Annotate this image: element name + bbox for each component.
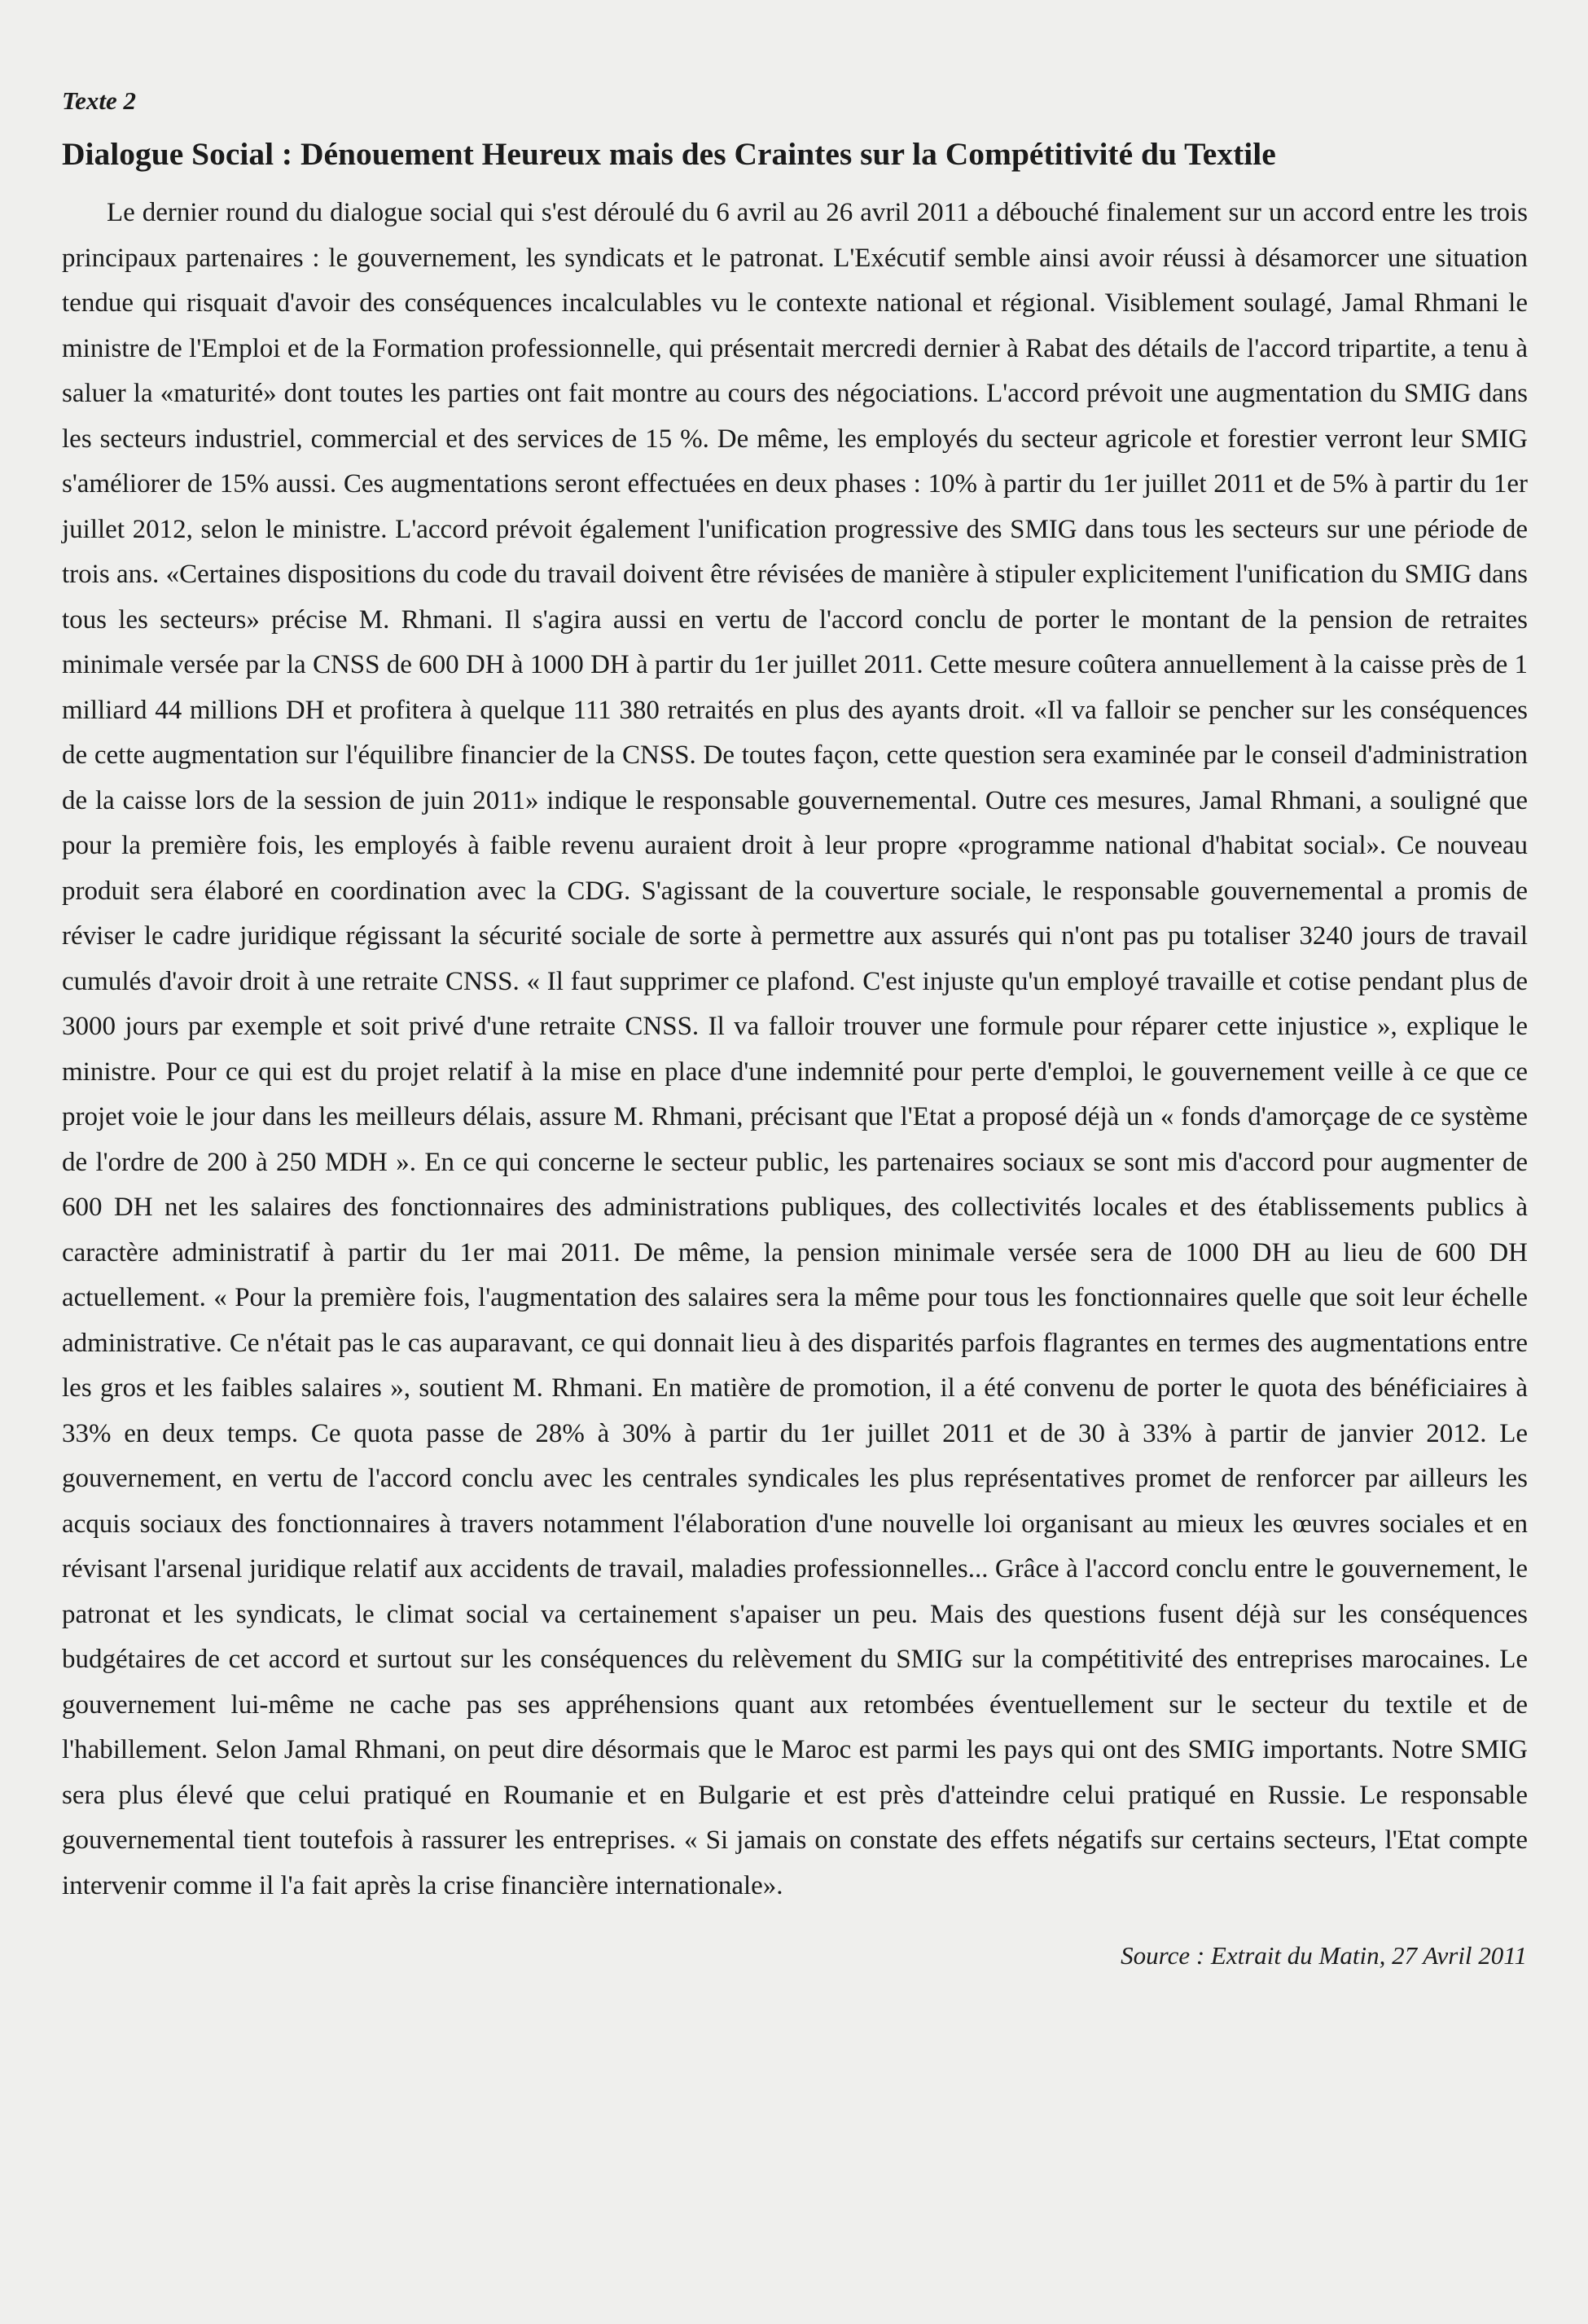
source-citation: Source : Extrait du Matin, 27 Avril 2011 xyxy=(1121,1941,1527,1970)
article-title: Dialogue Social : Dénouement Heureux mais des Craintes sur la Compétitivité du Textile xyxy=(62,136,1276,172)
article-body: Le dernier round du dialogue social qui s'est déroulé du 6 avril au 26 avril 2011 a débouché finalement sur un accord entre les trois principaux partenaires : le gouvernement, les syndicats et le patronat. L'Exécutif semble ainsi avoir réussi à désamorcer une situation tendue qui risquait d'avoir des conséquences incalculables vu le contexte national et régional. Visiblement soulagé, Jamal Rhmani le ministre de l'Emploi et de la Formation professionnelle, qui présentait mercredi dernier à Rabat des détails de l'accord tripartite, a tenu à saluer la «maturité» dont toutes les parties ont fait montre au cours des négociations. L'accord prévoit une augmentation du SMIG dans les secteurs industriel, commercial et des services de 15 %. De même, les employés du secteur agricole et forestier verront leur SMIG s'améliorer de 15% aussi. Ces augmentations seront effectuées en deux phases : 10% à partir du 1er juillet 2011 et de 5% à partir du 1er juillet 2012, selon le ministre. L'accord prévoit également l'unification progressive des SMIG dans tous les secteurs sur une période de trois ans. «Certaines dispositions du code du travail doivent être révisées de manière à stipuler explicitement l'unification du SMIG dans tous les secteurs» précise M. Rhmani. Il s'agira aussi en vertu de l'accord conclu de porter le montant de la pension de retraites minimale versée par la CNSS de 600 DH à 1000 DH à partir du 1er juillet 2011. Cette mesure coûtera annuellement à la caisse près de 1 milliard 44 millions DH et profitera à quelque 111 380 retraités en plus des ayants droit. «Il va falloir se pencher sur les conséquences de cette augmentation sur l'équilibre financier de la CNSS. De toutes façon, cette question sera examinée par le conseil d'administration de la caisse lors de la session de juin 2011» indique le responsable gouvernemental. Outre ces mesures, Jamal Rhmani, a souligné que pour la première fois, les employés à faible revenu auraient droit à leur propre «programme national d'habitat social». Ce nouveau produit sera élaboré en coordination avec la CDG. S'agissant de la couverture sociale, le responsable gouvernemental a promis de réviser le cadre juridique régissant la sécurité sociale de sorte à permettre aux assurés qui n'ont pas pu totaliser 3240 jours de travail cumulés d'avoir droit à une retraite CNSS. « Il faut supprimer ce plafond. C'est injuste qu'un employé travaille et cotise pendant plus de 3000 jours par exemple et soit privé d'une retraite CNSS. Il va falloir trouver une formule pour réparer cette injustice », explique le ministre. Pour ce qui est du projet relatif à la mise en place d'une indemnité pour perte d'emploi, le gouvernement veille à ce que ce projet voie le jour dans les meilleurs délais, assure M. Rhmani, précisant que l'Etat a proposé déjà un « fonds d'amorçage de ce système de l'ordre de 200 à 250 MDH ». En ce qui concerne le secteur public, les partenaires sociaux se sont mis d'accord pour augmenter de 600 DH net les salaires des fonctionnaires des administrations publiques, des collectivités locales et des établissements publics à caractère administratif à partir du 1er mai 2011. De même, la pension minimale versée sera de 1000 DH au lieu de 600 DH actuellement. « Pour la première fois, l'augmentation des salaires sera la même pour tous les fonctionnaires quelle que soit leur échelle administrative. Ce n'était pas le cas auparavant, ce qui donnait lieu à des disparités parfois flagrantes en termes des augmentations entre les gros et les faibles salaires », soutient M. Rhmani. En matière de promotion, il a été convenu de porter le quota des bénéficiaires à 33% en deux temps. Ce quota passe de 28% à 30% à partir du 1er juillet 2011 et de 30 à 33% à partir de janvier 2012. Le gouvernement, en vertu de l'accord conclu avec les centrales syndicales les plus représentatives promet de renforcer par ailleurs les acquis sociaux des fonctionnaires à travers notamment l'élaboration d'une nouvelle loi organisant au mieux les œuvres sociales et en révisant l'arsenal juridique relatif aux accidents de travail, maladies professionnelles... Grâce à l'accord conclu entre le gouvernement, le patronat et les syndicats, le climat social va certainement s'apaiser un peu. Mais des questions fusent déjà sur les conséquences budgétaires de cet accord et surtout sur les conséquences du relèvement du SMIG sur la compétitivité des entreprises marocaines. Le gouvernement lui-même ne cache pas ses appréhensions quant aux retombées éventuellement sur le secteur du textile et de l'habillement. Selon Jamal Rhmani, on peut dire désormais que le Maroc est parmi les pays qui ont des SMIG importants. Notre SMIG sera plus élevé que celui pratiqué en Roumanie et en Bulgarie et est près d'atteindre celui pratiqué en Russie. Le responsable gouvernemental tient toutefois à rassurer les entreprises. « Si jamais on constate des effets négatifs sur certains secteurs, l'Etat compte intervenir comme il l'a fait après la crise financière internationale». xyxy=(62,198,1528,1900)
text-label: Texte 2 xyxy=(62,86,136,115)
article xyxy=(62,88,1528,1970)
